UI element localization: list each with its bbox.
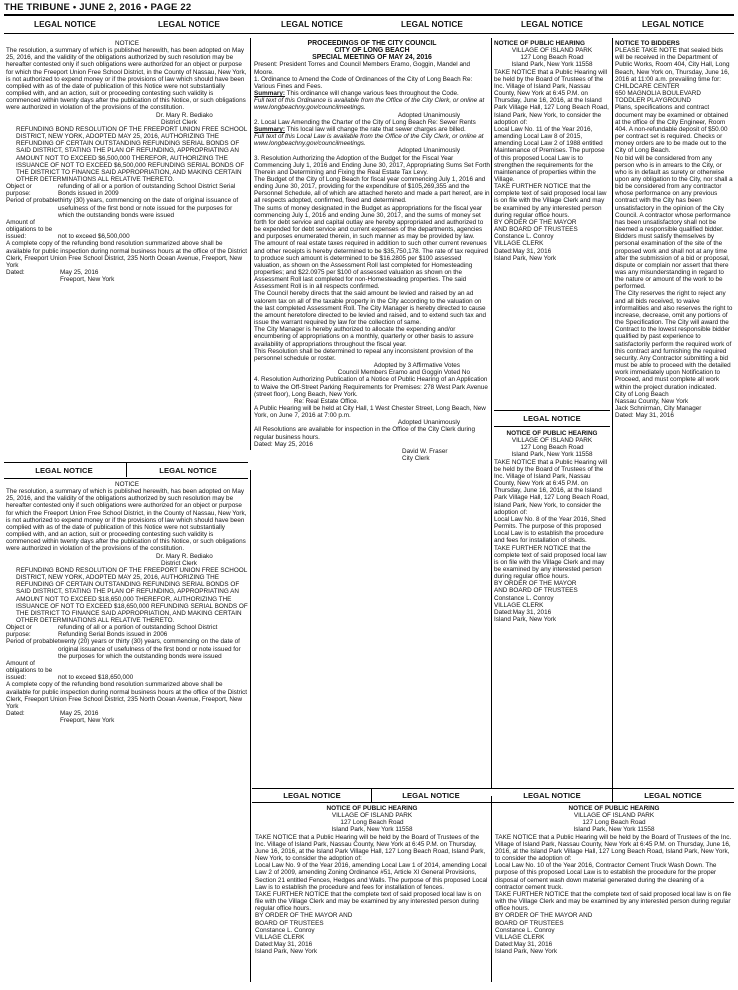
- signer-title: District Clerk: [161, 118, 197, 126]
- legal-notice-header: LEGAL NOTICE: [644, 791, 702, 800]
- hearing-law: Local Law No. 10 of the Year 2016, Contractor Cement Truck Wash Down. The purpose of this proposed Local Law is to establish the procedure for the proper disposal of cement wash down material generated during the cleaning of a contractor cement truck.: [495, 862, 717, 891]
- dated-text: Dated: May 31, 2016: [615, 412, 674, 420]
- hearing-address: 127 Long Beach Road: [520, 54, 584, 62]
- legal-notice-header: LEGAL NOTICE: [280, 20, 343, 29]
- legal-notice-header: LEGAL NOTICE: [157, 20, 220, 29]
- place-text: Island Park, New York: [495, 948, 558, 956]
- island-park-hearing-3: [255, 805, 489, 985]
- summary-text: This local law will change the rate that sewer charges are billed.: [285, 125, 466, 133]
- item-3-paragraph: The Budget of the City of Long Beach for fiscal year commencing July 1, 2016 and ending June 30, 2017, providing for the expenditure of $105,269,355 and the Personnel Schedule, all of which are attached hereto and made a part hereof, are in all respects adopted, confirmed, fixed and determined.: [254, 175, 490, 205]
- hearing-title: NOTICE OF PUBLIC HEARING: [506, 430, 598, 437]
- notice-title: NOTICE: [115, 40, 139, 47]
- section-rule: [4, 478, 248, 479]
- section-rule: [252, 788, 734, 789]
- clerk-title: VILLAGE CLERK: [494, 601, 544, 609]
- legal-notice-header: LEGAL NOTICE: [400, 20, 463, 29]
- legal-notice-header: LEGAL NOTICE: [523, 414, 581, 423]
- object-value: refunding of all or a portion of outstanding School District Serial Bonds issued in 2009: [58, 183, 236, 198]
- hearing-title: NOTICE OF PUBLIC HEARING: [326, 805, 418, 812]
- full-text-note: Full text of this Ordinance is available from the Office of the City Clerk, or online at www.longbeachny.gov/councilmeetings.: [254, 97, 485, 112]
- period-value: twenty (20) years or thirty (30) years, commencing on the date of original issuance of usefulness of the first bond or note issued for the purposes for which the outstanding bonds were issued: [58, 638, 241, 660]
- summary-text: This ordinance will change various fees throughout the Code.: [285, 90, 459, 98]
- legal-notice-header: LEGAL NOTICE: [35, 466, 93, 475]
- proceedings-meeting: SPECIAL MEETING OF MAY 24, 2016: [312, 54, 432, 62]
- hearing-address: 127 Long Beach Road: [520, 444, 584, 452]
- amount-value: not to exceed $18,650,000: [58, 673, 134, 681]
- legal-notice-header: LEGAL NOTICE: [523, 791, 581, 800]
- bidders-title: NOTICE TO BIDDERS: [615, 40, 680, 47]
- place-text: Island Park, New York: [255, 948, 318, 956]
- item-3-paragraph: The City Manager is hereby authorized to allocate the expending and/or encumbering of appropriations on a monthly, quarterly or other basis to assure availability of appropriations throughout the fiscal year.: [254, 326, 474, 348]
- signature-line: Nassau County, New York: [615, 397, 689, 405]
- summary-label: Summary:: [254, 125, 286, 133]
- column-divider: [126, 463, 127, 477]
- adopted-text: Adopted by 3 Affirmative Votes: [373, 362, 460, 370]
- resolutions-note: All Resolutions are available for inspection in the Office of the City Clerk during regular business hours.: [254, 426, 475, 441]
- period-label: Period of probable: [6, 197, 58, 205]
- hearing-address: 127 Long Beach Road: [582, 819, 646, 827]
- order-line: BOARD OF TRUSTEES: [495, 919, 564, 927]
- notice-to-bidders: [615, 40, 733, 786]
- legal-notice-header: LEGAL NOTICE: [520, 20, 583, 29]
- dated-text: Dated:May 31, 2016: [494, 247, 552, 255]
- full-text-note: Full text of this Local Law is available from the Office of the City Clerk, or online at www.longbeachny.gov/councilmeetings.: [254, 133, 484, 148]
- hearing-law: Local Law No. 9 of the Year 2016, amending Local Law 1 of 2014, amending Local Law 2 of 2009, amending Zoning Ordinance #51, Article XI General Provisions, Section 21 entitled Fences, Hedges and Walls. The purpose of this proposed Local Law is to establish the procedure and fees for installation of fences.: [255, 862, 488, 891]
- item-3-paragraph: This Resolution shall be determined to repeal any inconsistent provision of the personnel schedule or roster.: [254, 347, 474, 362]
- order-line: BY ORDER OF THE MAYOR AND: [495, 912, 593, 920]
- object-label: Object or purpose:: [6, 624, 32, 639]
- signer-title: City Clerk: [402, 455, 430, 463]
- notice-body: The resolution, a summary of which is published herewith, has been adopted on May 25, 2016, and the validity of the obligations authorized by such resolution may be hereafter contested only if such obligations were authorized for an object or purpose for which the Freeport Union Free School District, in the County of Nassau, New York, is not authorized to expend money or if the provisions of law which should have been complied with as of the date of publication of this Notice were not substantially complied with, and an action, suit or proceeding contesting such validity is commenced within twenty days after the publication of this Notice, or such obligations were authorized in violation of the provisions of the constitution.: [6, 47, 247, 112]
- notice-title: NOTICE: [115, 481, 139, 488]
- dated-label: Dated:: [6, 710, 25, 717]
- hearing-title: NOTICE OF PUBLIC HEARING: [568, 805, 660, 812]
- object-value: refunding of all or a portion of outstanding School District Refunding Serial Bonds issued in 2006: [58, 624, 218, 639]
- signature-line: Jack Schnirman, City Manager: [615, 404, 702, 412]
- hearing-address: Island Park, New York 11558: [511, 451, 593, 459]
- signer-name: Dr. Mary R. Bediako: [156, 111, 213, 119]
- proceedings-city: CITY OF LONG BEACH: [334, 47, 410, 55]
- adopted-text: Adopted Unanimously: [397, 147, 460, 155]
- masthead: THE TRIBUNE • JUNE 2, 2016 • PAGE 22: [4, 2, 192, 13]
- amount-label: Amount of obligations to be issued:: [6, 659, 53, 682]
- order-line: AND BOARD OF TRUSTEES: [494, 226, 578, 234]
- bidders-paragraph: The City reserves the right to reject any and all bids received, to waive informalities and also reserves the right to increase, decrease, omit any portions of the Specification. The City will award the Contract to the lowest responsible bidder qualified by past experience to satisfactorily perform the required work of this contract and furnishing the required security. Any Contractor submitting a bid must be able to proceed with the detailed work immediately upon Notification to Proceed, and must complete all work within the project duration indicated.: [615, 290, 733, 391]
- summary-label: Summary:: [254, 90, 286, 98]
- legal-notice-header: LEGAL NOTICE: [283, 791, 341, 800]
- order-line: AND BOARD OF TRUSTEES: [494, 587, 578, 595]
- item-2: 2. Local Law Amending the Charter of the City of Long Beach Re: Sewer Rents: [254, 118, 476, 126]
- copy-text: A complete copy of the refunding bond resolution summarized above shall be available for public inspection during normal business hours at the office of the District Clerk, Freeport Union Free School District, 235 North Ocean Avenue, Freeport, New York: [6, 681, 248, 710]
- order-line: BOARD OF TRUSTEES: [255, 919, 324, 927]
- dated-label: Dated:: [6, 269, 25, 276]
- notice-body: The resolution, a summary of which is published herewith, has been adopted on May 25, 2016, and the validity of the obligations authorized by such resolution may be hereafter contested only if such obligations were authorized for an object or purpose for which the Freeport Union Free School District, in the County of Nassau, New York, is not authorized to expend money or if the provisions of law which should have been complied with as of the date of publication of this Notice were not substantially complied with, and an action, suit or proceeding contesting such validity is commenced within twenty days after the publication of this Notice, or such obligations were authorized in violation of the provisions of the constitution.: [6, 488, 247, 553]
- clerk-title: VILLAGE CLERK: [255, 933, 305, 941]
- signer-name: Dr. Mary R. Bediako: [156, 552, 213, 560]
- item-3: 3. Resolution Authorizing the Adoption of the Budget for the Fiscal Year Commencing July 1, 2016 and Ending June 30, 2017, Appropriating Sums Set Forth Therein and Determining and Fixing the Real Estate Tax Levy.: [254, 154, 490, 176]
- hearing-further: TAKE FURTHER NOTICE that the complete text of said proposed local law is on file with the Village Clerk and may be examined by any interested person during regular office hours.: [494, 183, 607, 219]
- clerk-name: Constance L. Conroy: [255, 926, 315, 934]
- clerk-title: VILLAGE CLERK: [495, 933, 545, 941]
- adopted-text: Adopted Unanimously: [397, 419, 460, 427]
- bidders-intro: PLEASE TAKE NOTE that sealed bids will be received in the Department of Public Works, Room 404, City Hall, Long Beach, New York on, Thursday, June 16, 2016 at 11:00 a.m. prevailing time for:: [615, 47, 730, 83]
- section-rule: [494, 426, 610, 427]
- hearing-village: VILLAGE OF ISLAND PARK: [511, 47, 593, 55]
- column-divider: [250, 470, 251, 982]
- present-text: Present: President Torres and Council Members Eramo, Goggin, Mandel and Moore.: [254, 61, 471, 76]
- dated-text: Dated:May 31, 2016: [495, 940, 553, 948]
- period-value: thirty (30) years, commencing on the date of original issuance of usefulness of the first bond or note issued for the purposes for which the outstanding bonds were issued: [58, 197, 239, 219]
- item-4-hearing: A Public Hearing will be held at City Hall, 1 West Chester Street, Long Beach, New York, on June 7, 2016 at 7:00 p.m.: [254, 404, 486, 420]
- signer-title: District Clerk: [161, 559, 197, 567]
- signature-line: City of Long Beach: [615, 390, 669, 398]
- column-divider: [491, 38, 492, 788]
- order-line: BY ORDER OF THE MAYOR: [494, 580, 577, 588]
- legal-notice-header: LEGAL NOTICE: [402, 791, 460, 800]
- period-label: Period of probable: [6, 638, 58, 646]
- hearing-village: VILLAGE OF ISLAND PARK: [331, 812, 413, 820]
- item-4: 4. Resolution Authorizing Publication of a Notice of Public Hearing of an Application to Waive the Off-Street Parking Requirements for Premises: 278 West Park Avenue (street floor), Long Beach, New York.: [254, 376, 488, 398]
- hearing-address: 127 Long Beach Road: [340, 819, 404, 827]
- dated-text: Dated:May 31, 2016: [494, 608, 552, 616]
- bidders-paragraph: No bid will be considered from any person who is in arrears to the City, or who is in default as surety or otherwise upon any obligation to the City, nor shall a bid be considered from any contractor whose performance on any previous contract with the City has been unsatisfactory in the opinion of the City Council. A contractor whose performance has been unsatisfactory shall not be deemed a responsible qualified bidder.: [615, 154, 733, 234]
- item-4-re: Re: Real Estate Office.: [294, 397, 359, 405]
- clerk-name: Constance L. Conroy: [494, 233, 554, 241]
- clerk-name: Constance L. Conroy: [495, 926, 555, 934]
- amount-value: not to exceed $6,500,000: [58, 232, 130, 240]
- project-line: 650 MAGNOLIA BOULEVARD: [615, 90, 701, 98]
- amount-label: Amount of obligations to be issued:: [6, 218, 53, 241]
- legal-notice-header: LEGAL NOTICE: [641, 20, 704, 29]
- freeport-notice-2: [6, 481, 248, 983]
- column-divider: [250, 38, 251, 450]
- item-3-paragraph: The sums of money designated in the Budget as appropriations for the fiscal year commencing July 1, 2016 and ending June 30, 2017, and the sums of money set forth for debt service and capital outlay are hereby appropriated and authorized to be expended for debt service and current expenses of the departments, agencies and purposes enumerated therein, in such manner as may be provided by law.: [254, 204, 484, 241]
- object-label: Object or purpose:: [6, 183, 32, 198]
- bidders-paragraph: Bidders must satisfy themselves by personal examination of the site of the proposed work and shall not at any time after the submission of a bid or proposal, dispute or complain nor assert that there was any misunderstanding in regard to the nature or amount of the work to be performed.: [615, 233, 730, 291]
- hearing-further: TAKE FURTHER NOTICE that the complete text of said proposed local law is on file with the Village Clerk and may be examined by any interested person during regular office hours.: [494, 544, 607, 581]
- signer-name: David W. Fraser: [402, 447, 448, 455]
- place-text: Freeport, New York: [60, 276, 115, 284]
- resolution-title: REFUNDING BOND RESOLUTION OF THE FREEPORT UNION FREE SCHOOL DISTRICT, NEW YORK, ADOPTED MAY 25, 2016, AUTHORIZING THE REFUNDING OF CERTAIN OUTSTANDING REFUNDING SERIAL BONDS OF SAID DISTRICT, STATING THE PLAN OF REFUNDING, APPROPRIATING AN AMOUNT NOT TO EXCEED $18,650,000 THEREFOR, AUTHORIZING THE ISSUANCE OF NOT TO EXCEED $18,650,000 REFUNDING SERIAL BONDS OF THE DISTRICT TO FINANCE SAID APPROPRIATION, AND MAKING CERTAIN OTHER DETERMINATIONS ALL RELATIVE THERETO.: [16, 566, 248, 624]
- item-1: 1. Ordinance to Amend the Code of Ordinances of the City of Long Beach Re: Various Fines and Fees.: [254, 75, 473, 90]
- dated-text: Dated: May 25, 2016: [254, 440, 313, 448]
- place-text: Island Park, New York: [494, 616, 557, 624]
- dated-text: Dated:May 31, 2016: [255, 940, 313, 948]
- hearing-address: Island Park, New York 11558: [511, 61, 593, 69]
- clerk-name: Constance L. Conroy: [494, 594, 554, 602]
- clerk-title: VILLAGE CLERK: [494, 240, 544, 248]
- votes-text: Council Members Eramo and Goggin Voted No: [337, 369, 470, 377]
- hearing-law: Local Law No. 8 of the Year 2016, Shed Permits. The purpose of this proposed Local Law is to establish the procedure and fees for installation of sheds.: [494, 515, 606, 545]
- hearing-body: TAKE NOTICE that a Public Hearing will be held by the Board of Trustees of the Inc. Village of Island Park, Nassau County, New York at 6:45 P.M. on Thursday, June 16, 2016, at the Island Park Village Hall, 127 Long Beach Road, Island Park, New York, to consider the adoption of:: [495, 833, 732, 863]
- island-park-hearing-1: [494, 40, 610, 370]
- item-3-paragraph: The amount of real estate taxes required in addition to such other current revenues and other receipts is hereby determined to be $35,750,178. The rate of tax required to produce such amount is determined to be $16.2805 per $100 assessed valuation, as shown on the Assessment Roll last completed for Homesteading properties; and $22.0975 per $100 of assessed valuation as shown on the Assessment Roll last completed for non-Homesteading properties. The said Assessment Roll is in all respects confirmed.: [254, 240, 489, 291]
- column-divider: [612, 788, 613, 802]
- legal-notice-header: LEGAL NOTICE: [159, 466, 217, 475]
- city-council-proceedings: [254, 40, 490, 784]
- project-line: CHILDCARE CENTER: [615, 82, 680, 90]
- copy-text: A complete copy of the refunding bond resolution summarized above shall be available for public inspection during normal business hours at the office of the District Clerk, Freeport Union Free School District, 235 North Ocean Avenue, Freeport, New York: [6, 240, 248, 269]
- column-divider: [612, 38, 613, 788]
- bidders-paragraph: Plans, specifications and contract document may be examined or obtained at the office of the City Engineer, Room 404. A non-refundable deposit of $50.00 per contract set is required. Checks or money orders are to be made out to the City of Long Beach.: [615, 104, 729, 155]
- hearing-village: VILLAGE OF ISLAND PARK: [511, 437, 593, 445]
- island-park-hearing-4: [495, 805, 733, 985]
- island-park-hearing-2: [494, 430, 610, 786]
- hearing-title: NOTICE OF PUBLIC HEARING: [494, 40, 585, 47]
- resolution-title: REFUNDING BOND RESOLUTION OF THE FREEPORT UNION FREE SCHOOL DISTRICT, NEW YORK, ADOPTED MAY 25, 2016, AUTHORIZING THE REFUNDING OF CERTAIN OUTSTANDING REFUNDING SERIAL BONDS OF SAID DISTRICT, STATING THE PLAN OF REFUNDING, APPROPRIATING AN AMOUNT NOT TO EXCEED $6,500,000 THEREFOR, AUTHORIZING THE ISSUANCE OF NOT TO EXCEED $6,500,000 REFUNDING SERIAL BONDS OF THE DISTRICT TO FINANCE SAID APPROPRIATION, AND MAKING CERTAIN OTHER DETERMINATIONS ALL RELATIVE THERETO.: [16, 125, 247, 183]
- dated-value: May 25, 2016: [60, 269, 99, 276]
- project-line: TODDLER PLAYGROUND: [615, 97, 691, 105]
- order-line: BY ORDER OF THE MAYOR AND: [255, 912, 353, 920]
- hearing-further: TAKE FURTHER NOTICE that the complete text of said proposed local law is on file with the Village Clerk and may be examined by any interested person during regular office hours.: [255, 890, 482, 913]
- item-3-paragraph: The Council hereby directs that the said amount be levied and raised by an ad valorem tax on all of the taxable property in the City according to the valuation on the last completed Assessment Roll. The City Manager is hereby directed to cause the amount heretofore directed to be levied and raised, and to extend such tax and issue the warrant required by law for the collection of same.: [254, 290, 487, 327]
- freeport-notice-1: [6, 40, 248, 444]
- hearing-address: Island Park, New York 11558: [331, 826, 413, 834]
- hearing-law: Local Law No. 11 of the Year 2016, amending Local Law 8 of 2015, amending Local Law 2 of 1988 entitled Maintenance of Premises. The purpose of this proposed Local Law is to strengthen the requirements for the maintenance of properties within the Village.: [494, 125, 605, 183]
- order-line: BY ORDER OF THE MAYOR: [494, 218, 577, 226]
- dated-value: May 25, 2016: [60, 710, 99, 717]
- hearing-body: TAKE NOTICE that a Public Hearing will be held by the Board of Trustees of the Inc. Village of Island Park, Nassau County, New York at 6:45 P.M. on Thursday, June 16, 2016, at the Island Park Village Hall, 127 Long Beach Road, Island Park, New York, to consider the adoption of:: [255, 833, 486, 863]
- hearing-body: TAKE NOTICE that a Public Hearing will be held by the Board of Trustees of the Inc. Village of Island Park, Nassau County, New York at 6:45 P.M. on Thursday, June 16, 2016, at the Island Park Village Hall, 127 Long Beach Road, Island Park, New York, to consider the adoption of:: [494, 68, 609, 126]
- adopted-text: Adopted Unanimously: [397, 111, 460, 119]
- proceedings-title: PROCEEDINGS OF THE CITY COUNCIL: [307, 40, 437, 47]
- hearing-village: VILLAGE OF ISLAND PARK: [573, 812, 655, 820]
- masthead-rule: [4, 14, 734, 16]
- legal-notice-header: LEGAL NOTICE: [33, 20, 96, 29]
- section-rule: [494, 410, 610, 411]
- header-rule: [4, 33, 734, 34]
- place-text: Island Park, New York: [494, 254, 557, 262]
- hearing-body: TAKE NOTICE that a Public Hearing will be held by the Board of Trustees of the Inc. Village of Island Park, Nassau County, New York at 6:45 P.M. on Thursday, June 16, 2016, at the Island Park Village Hall, 127 Long Beach Road, Island Park, New York, to consider the adoption of:: [494, 458, 609, 516]
- section-rule: [252, 802, 734, 803]
- column-divider: [371, 788, 372, 802]
- hearing-further: TAKE FURTHER NOTICE that the complete text of said proposed local law is on file with the Village Clerk and may be examined by any interested person during regular office hours.: [495, 890, 731, 913]
- column-divider: [491, 796, 492, 982]
- hearing-address: Island Park, New York 11558: [573, 826, 655, 834]
- place-text: Freeport, New York: [60, 717, 115, 725]
